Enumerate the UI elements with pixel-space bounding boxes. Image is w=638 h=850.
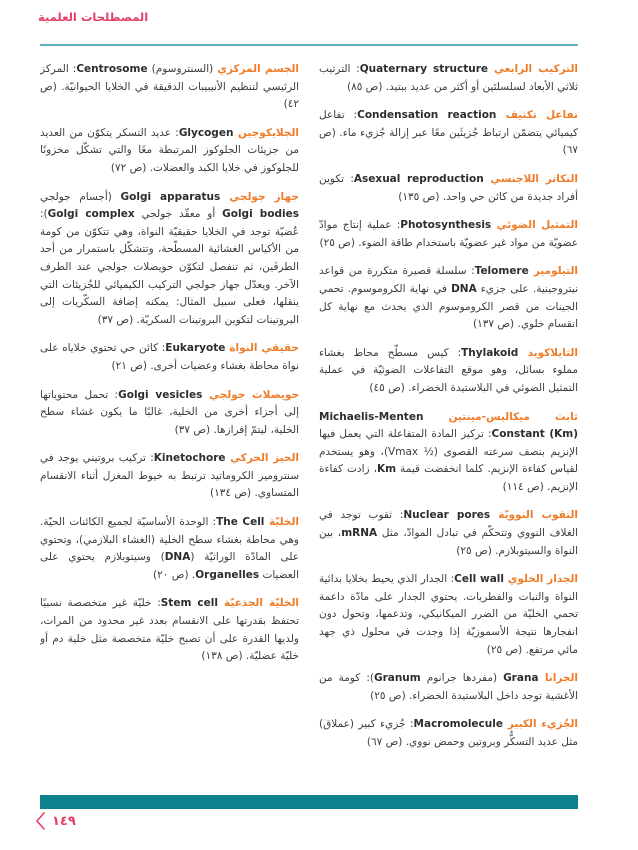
definition-text: ) وسيتوبلازم يحتوي على العضيات bbox=[40, 551, 299, 581]
term-arabic: التمثيل الضوئي bbox=[496, 219, 578, 232]
term-arabic: الجلايكوجين bbox=[237, 126, 299, 139]
glossary-entry bbox=[40, 189, 299, 330]
glossary-entry bbox=[319, 263, 578, 333]
glossary-entry bbox=[40, 387, 299, 440]
definition-text: : المركز الرئيسي لتنظيم الأنيبيبات الدقيقة في الخلايا الحيوانيّة. (ص ٤٢) bbox=[40, 63, 299, 111]
term-english: Centrosome bbox=[76, 63, 148, 75]
term-arabic: التيلومير bbox=[533, 265, 578, 278]
glossary-entry bbox=[40, 340, 299, 375]
term-english: Glycogen bbox=[178, 126, 238, 139]
definition-text: في نهاية الكروموسوم. تحمي الجينات من قصر الكروموسوم الذي يحدث مع نهاية كل انقسام خلوي. (ص ١٣٧) bbox=[319, 282, 578, 331]
term-arabic: حقيقي النواة bbox=[229, 342, 299, 355]
header-rule bbox=[40, 44, 578, 46]
term-arabic: الجرانا bbox=[544, 672, 578, 685]
definition-text: أو معقّد جولجي bbox=[134, 208, 223, 221]
glossary-entry bbox=[40, 514, 299, 584]
definition-text: : تحمل محتوياتها إلى أجزاء أخرى من الخلية، غالبًا ما يكون غشاء سطح الخلية، ليتمّ إفرازها. (ص ٣٧) bbox=[40, 388, 299, 436]
term-english: Stem cell bbox=[160, 597, 224, 610]
definition-text: : جُزيء كبير (عملاق) مثل عديد التسكُّر وبروتين وحمض نووي. (ص ٦٧) bbox=[319, 718, 578, 748]
term-english: Grana bbox=[503, 672, 545, 685]
glossary-column-left bbox=[40, 61, 299, 794]
term-english: Macromolecule bbox=[413, 718, 508, 731]
term-english: Golgi apparatus bbox=[120, 190, 230, 203]
glossary-entry bbox=[319, 716, 578, 751]
definition-text: ): كومة من الأغشية توجد داخل البلاستيدة الخضراء. (ص ٢٥) bbox=[319, 672, 578, 702]
definition-text: : الوحدة الأساسيّة لجميع الكائنات الحيّة. وهي محاطة بغشاء سطح الخلية (الغشاء البلازمي)، وتحتوي على المادّة الوراثيّة ( bbox=[40, 516, 299, 564]
definition-text: (أجسام جولجي bbox=[40, 190, 121, 203]
term-arabic: تفاعل تكثيف bbox=[505, 109, 578, 122]
term-english: Granum bbox=[373, 672, 421, 685]
term-arabic: التركيب الرابعي bbox=[493, 63, 578, 75]
glossary-entry bbox=[40, 125, 299, 178]
term-english: Golgi complex bbox=[47, 208, 135, 221]
page-number: ١٤٩ bbox=[52, 813, 76, 829]
glossary-entry bbox=[40, 595, 299, 665]
definition-text: : الجدار الذي يحيط بخلايا بدائية النواة والنبات والفطريات. يحتوي الجدار على مادّة داعمة تحمي الخليّة من الضرر الميكانيكي، وتدعمها، وتحول دون انفجارها نتيجة الأسموزيّة إذا وجدت في محلول ذي جهد مائي مرتفع. (ص ٢٥) bbox=[319, 573, 578, 656]
glossary-entry bbox=[319, 171, 578, 206]
term-english: Km bbox=[377, 463, 397, 476]
definition-text: : عملية إنتاج موادّ عضويّة من مواد غير عضويّة باستخدام طاقة الضوء. (ص ٢٥) bbox=[319, 219, 578, 249]
definition-text: : تكوين أفراد جديدة من كائن حي واحد. (ص ١٣٥) bbox=[319, 172, 578, 203]
term-english: Quaternary structure bbox=[359, 63, 494, 75]
glossary-entry bbox=[319, 409, 578, 497]
term-english: Golgi vesicles bbox=[118, 388, 210, 401]
definition-text: : كائن حي تحتوي خلاياه على نواة محاطة بغشاء وعضيات أخرى. (ص ٢١) bbox=[40, 342, 299, 372]
glossary-column-right bbox=[319, 61, 578, 794]
definition-text: : كيس مسطّح محاط بغشاء مملوء بسائل، وهو موقع التفاعلات الضوئيّة في عملية التمثيل الضوئي في البلاستيدة الخضراء. (ص ٤٥) bbox=[319, 346, 578, 394]
glossary-entry bbox=[319, 345, 578, 398]
term-arabic: جهاز جولجي bbox=[229, 190, 299, 203]
glossary-entry bbox=[319, 571, 578, 659]
definition-text: . (ص ٢٠) bbox=[153, 568, 196, 581]
definition-text: (السنتروسوم) bbox=[147, 63, 218, 75]
page-title: المصطلحات العلمية bbox=[38, 10, 149, 24]
term-arabic: الخليّة الجذعيّة bbox=[223, 597, 300, 610]
glossary-entry bbox=[319, 670, 578, 705]
page-chevron-icon bbox=[36, 812, 45, 830]
definition-text: ، بين النواة والسيتوبلازم. (ص ٢٥) bbox=[319, 527, 578, 557]
definition-text: (مفردها جرانوم bbox=[420, 672, 504, 685]
term-english: Eukaryote bbox=[165, 342, 230, 355]
definition-text: : خليّة غير متخصصة نسبيًا تحتفظ بقدرتها على الانقسام بعدد غير محدود من المرات، ولديها القدرة على أن تصبح خليّة متخصصة مثل خلية دم أو خليّة عضليّة. (ص ١٣٨) bbox=[40, 597, 299, 663]
definition-text: : تفاعل كيميائي يتضمّن ارتباط جُزيئَين معًا عبر إزالة جُزيء ماء. (ص ٦٧) bbox=[319, 109, 578, 157]
term-arabic: الثقوب النوويّة bbox=[498, 509, 578, 522]
definition-text: : سلسلة قصيرة متكررة من قواعد نيتروجينية. على جزيء bbox=[319, 265, 578, 295]
glossary-entry bbox=[40, 61, 299, 114]
glossary-entry bbox=[40, 450, 299, 503]
term-english: Golgi bodies bbox=[222, 208, 300, 221]
definition-text: : تركيز المادة المتفاعلة التي يعمل فيها الإنزيم بنصف سرعته القصوى (½ Vmax)، وهو يستخدم لقياس كفاءة الإنزيم. كلما انخفضت قيمة bbox=[319, 428, 578, 476]
term-english: Telomere bbox=[474, 265, 534, 278]
term-english: DNA bbox=[451, 282, 477, 295]
glossary-entry bbox=[319, 107, 578, 160]
term-english: DNA bbox=[164, 551, 191, 564]
term-arabic: الجسم المركزي bbox=[217, 63, 299, 75]
term-english: Kinetochore bbox=[153, 452, 231, 465]
term-english: Organelles bbox=[195, 568, 260, 581]
definition-text: : تركيب بروتيني يوجد في سنترومير الكروماتيد ترتبط به خيوط المغزل أثناء الانقسام المتساوي. (ص ١٣٤) bbox=[40, 452, 299, 500]
page-number-row bbox=[36, 812, 76, 830]
term-arabic: التكاثر اللاجنسي bbox=[490, 172, 578, 185]
term-arabic: الجُزيء الكبير bbox=[507, 718, 578, 731]
definition-text: ): عُضيّة توجد في الخلايا حقيقيّة النواة، وهي تتكوّن من كومة من الأكياس الغشائية المسطّحة، وتتشكّل باستمرار من أحد الطرفَين، ثم تنفصل لتكوّن حويصلات جولجي عند الطرف الآخر. ويعدّل جهاز جولجي التركيب الكيميائي للجُزيئات التي ينقلها، فعلى سبيل المثال: يمكنه إضافة السكّريات إلى البروتينات لتكوين البروتينات السكريّة. (ص ٣٧) bbox=[40, 208, 299, 326]
glossary-entry bbox=[319, 61, 578, 96]
term-arabic: حويصلات جولجي bbox=[209, 388, 300, 401]
definition-text: : عديد التسكر يتكوّن من العديد من جزيئات الجلوكوز المرتبطة معًا والتي تشكّل مخزونًا للجلوكوز في خلايا الكبد والعضلات. (ص ٧٢) bbox=[40, 126, 299, 174]
footer-bar bbox=[40, 795, 578, 809]
term-arabic: الجدار الخلوي bbox=[507, 573, 578, 586]
term-english: Asexual reproduction bbox=[353, 172, 491, 185]
term-arabic: الحيز الحركي bbox=[230, 452, 300, 465]
term-english: Cell wall bbox=[454, 573, 508, 586]
definition-text: ، زادت كفاءة الإنزيم. (ص ١١٤) bbox=[319, 463, 578, 493]
term-english: Condensation reaction bbox=[357, 109, 506, 122]
glossary-entry bbox=[319, 217, 578, 252]
definition-text: : ثقوب توجد في الغلاف النووي وتتحكّم في تبادل الموادّ، مثل bbox=[319, 509, 578, 540]
term-english: Michaelis-Menten Constant (Km) bbox=[319, 410, 578, 441]
glossary-entry bbox=[319, 507, 578, 560]
term-arabic: الخليّة bbox=[268, 516, 299, 529]
definition-text: : الترتيب ثلاثي الأبعاد لسلسلتَين أو أكثر من عديد ببتيد. (ص ٨٥) bbox=[319, 63, 578, 93]
term-english: Thylakoid bbox=[461, 346, 528, 359]
term-arabic: الثايلاكويد bbox=[527, 346, 578, 359]
glossary-columns bbox=[40, 61, 578, 794]
term-arabic: ثابت ميكاليس-مينتين bbox=[448, 410, 578, 423]
term-english: The Cell bbox=[216, 516, 269, 529]
term-english: Nuclear pores bbox=[403, 509, 499, 522]
term-english: Photosynthesis bbox=[400, 219, 497, 232]
term-english: mRNA bbox=[341, 527, 378, 540]
